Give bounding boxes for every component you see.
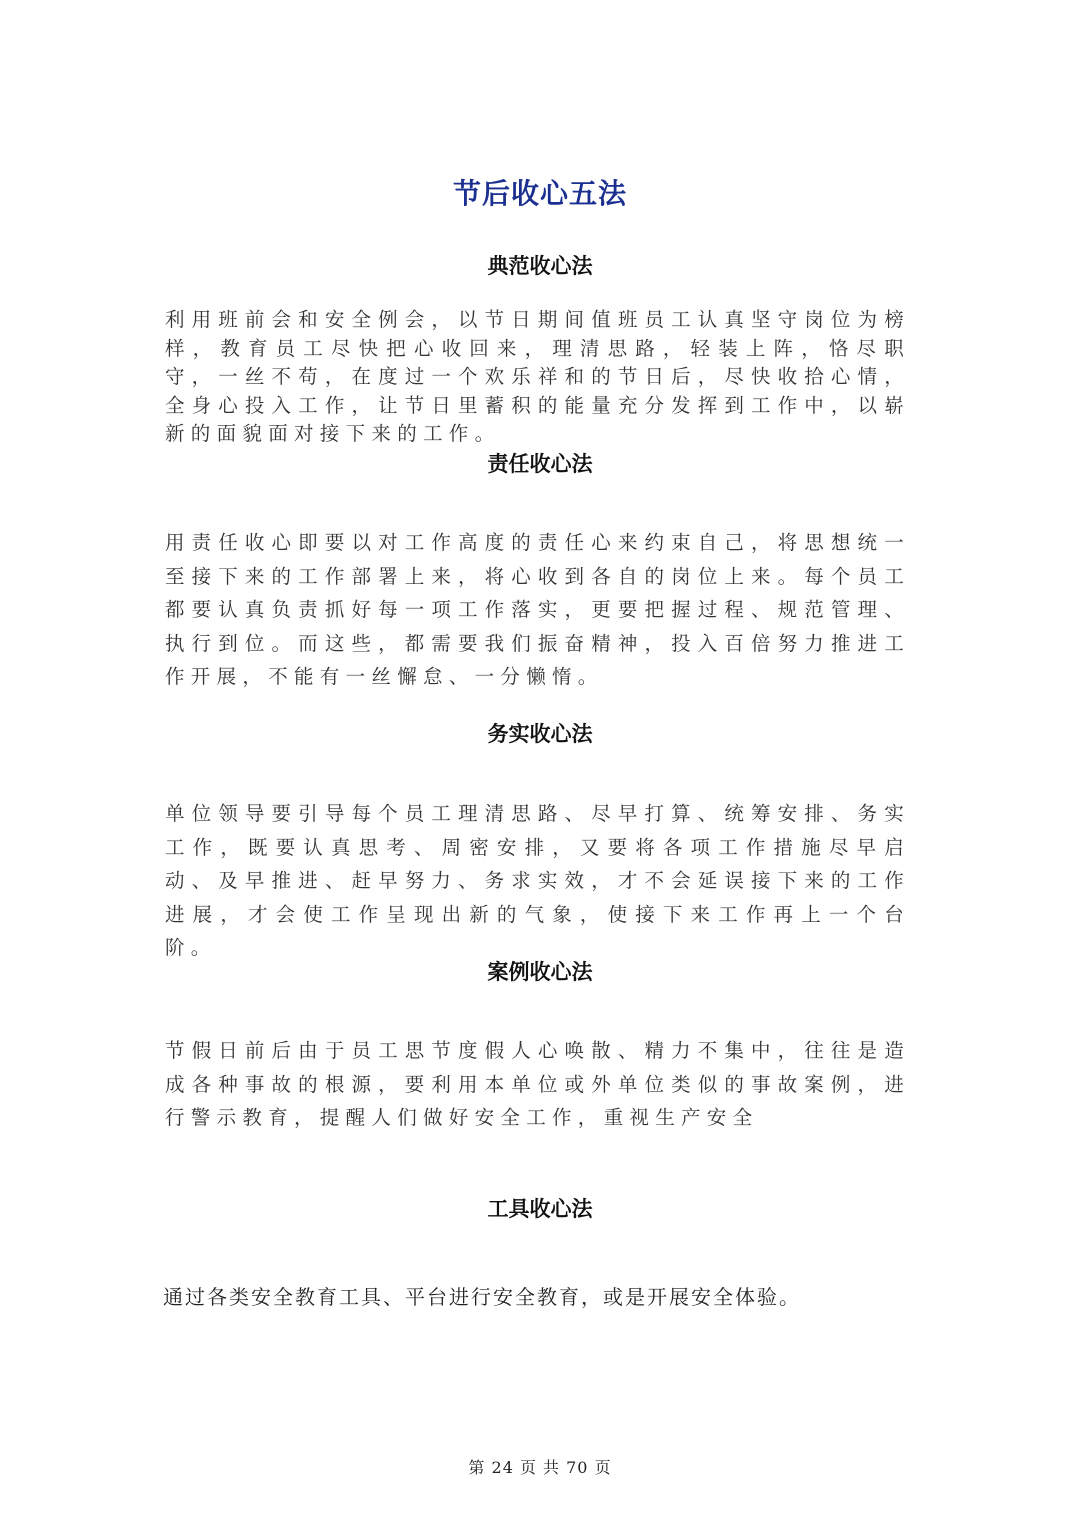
section-body-3: 单位领导要引导每个员工理清思路、尽早打算、统筹安排、务实工作，既要认真思考、周密安排，又要将各项工作措施尽早启动、及早推进、赶早努力、务求实效，才不会延误接下来的工作进展，才会使工作呈现出新的气象，使接下来工作再上一个台阶。 — [165, 802, 910, 959]
page-number-footer: 第 24 页 共 70 页 — [468, 1458, 612, 1477]
page-title: 节后收心五法 — [452, 177, 627, 210]
section-heading-4: 案例收心法 — [487, 959, 593, 984]
section-body-4: 节假日前后由于员工思节度假人心唤散、精力不集中，往往是造成各种事故的根源，要利用本单位或外单位类似的事故案例，进行警示教育，提醒人们做好安全工作，重视生产安全 — [165, 1039, 910, 1129]
section-heading-5: 工具收心法 — [487, 1196, 593, 1221]
section-body-2: 用责任收心即要以对工作高度的责任心来约束自己，将思想统一至接下来的工作部署上来，将心收到各自的岗位上来。每个员工都要认真负责抓好每一项工作落实，更要把握过程、规范管理、执行到位。而这些，都需要我们振奋精神，投入百倍努力推进工作开展，不能有一丝懈怠、一分懒惰。 — [165, 531, 910, 688]
section-body-1: 利用班前会和安全例会，以节日期间值班员工认真坚守岗位为榜样，教育员工尽快把心收回来，理清思路，轻装上阵，恪尽职守，一丝不苟，在度过一个欢乐祥和的节日后，尽快收拾心情，全身心投入工作，让节日里蓄积的能量充分发挥到工作中，以崭新的面貌面对接下来的工作。 — [165, 308, 910, 445]
section-heading-2: 责任收心法 — [487, 451, 593, 476]
section-body-5: 通过各类安全教育工具、平台进行安全教育，或是开展安全体验。 — [163, 1285, 801, 1309]
section-heading-1: 典范收心法 — [487, 253, 593, 278]
section-heading-3: 务实收心法 — [487, 721, 593, 746]
